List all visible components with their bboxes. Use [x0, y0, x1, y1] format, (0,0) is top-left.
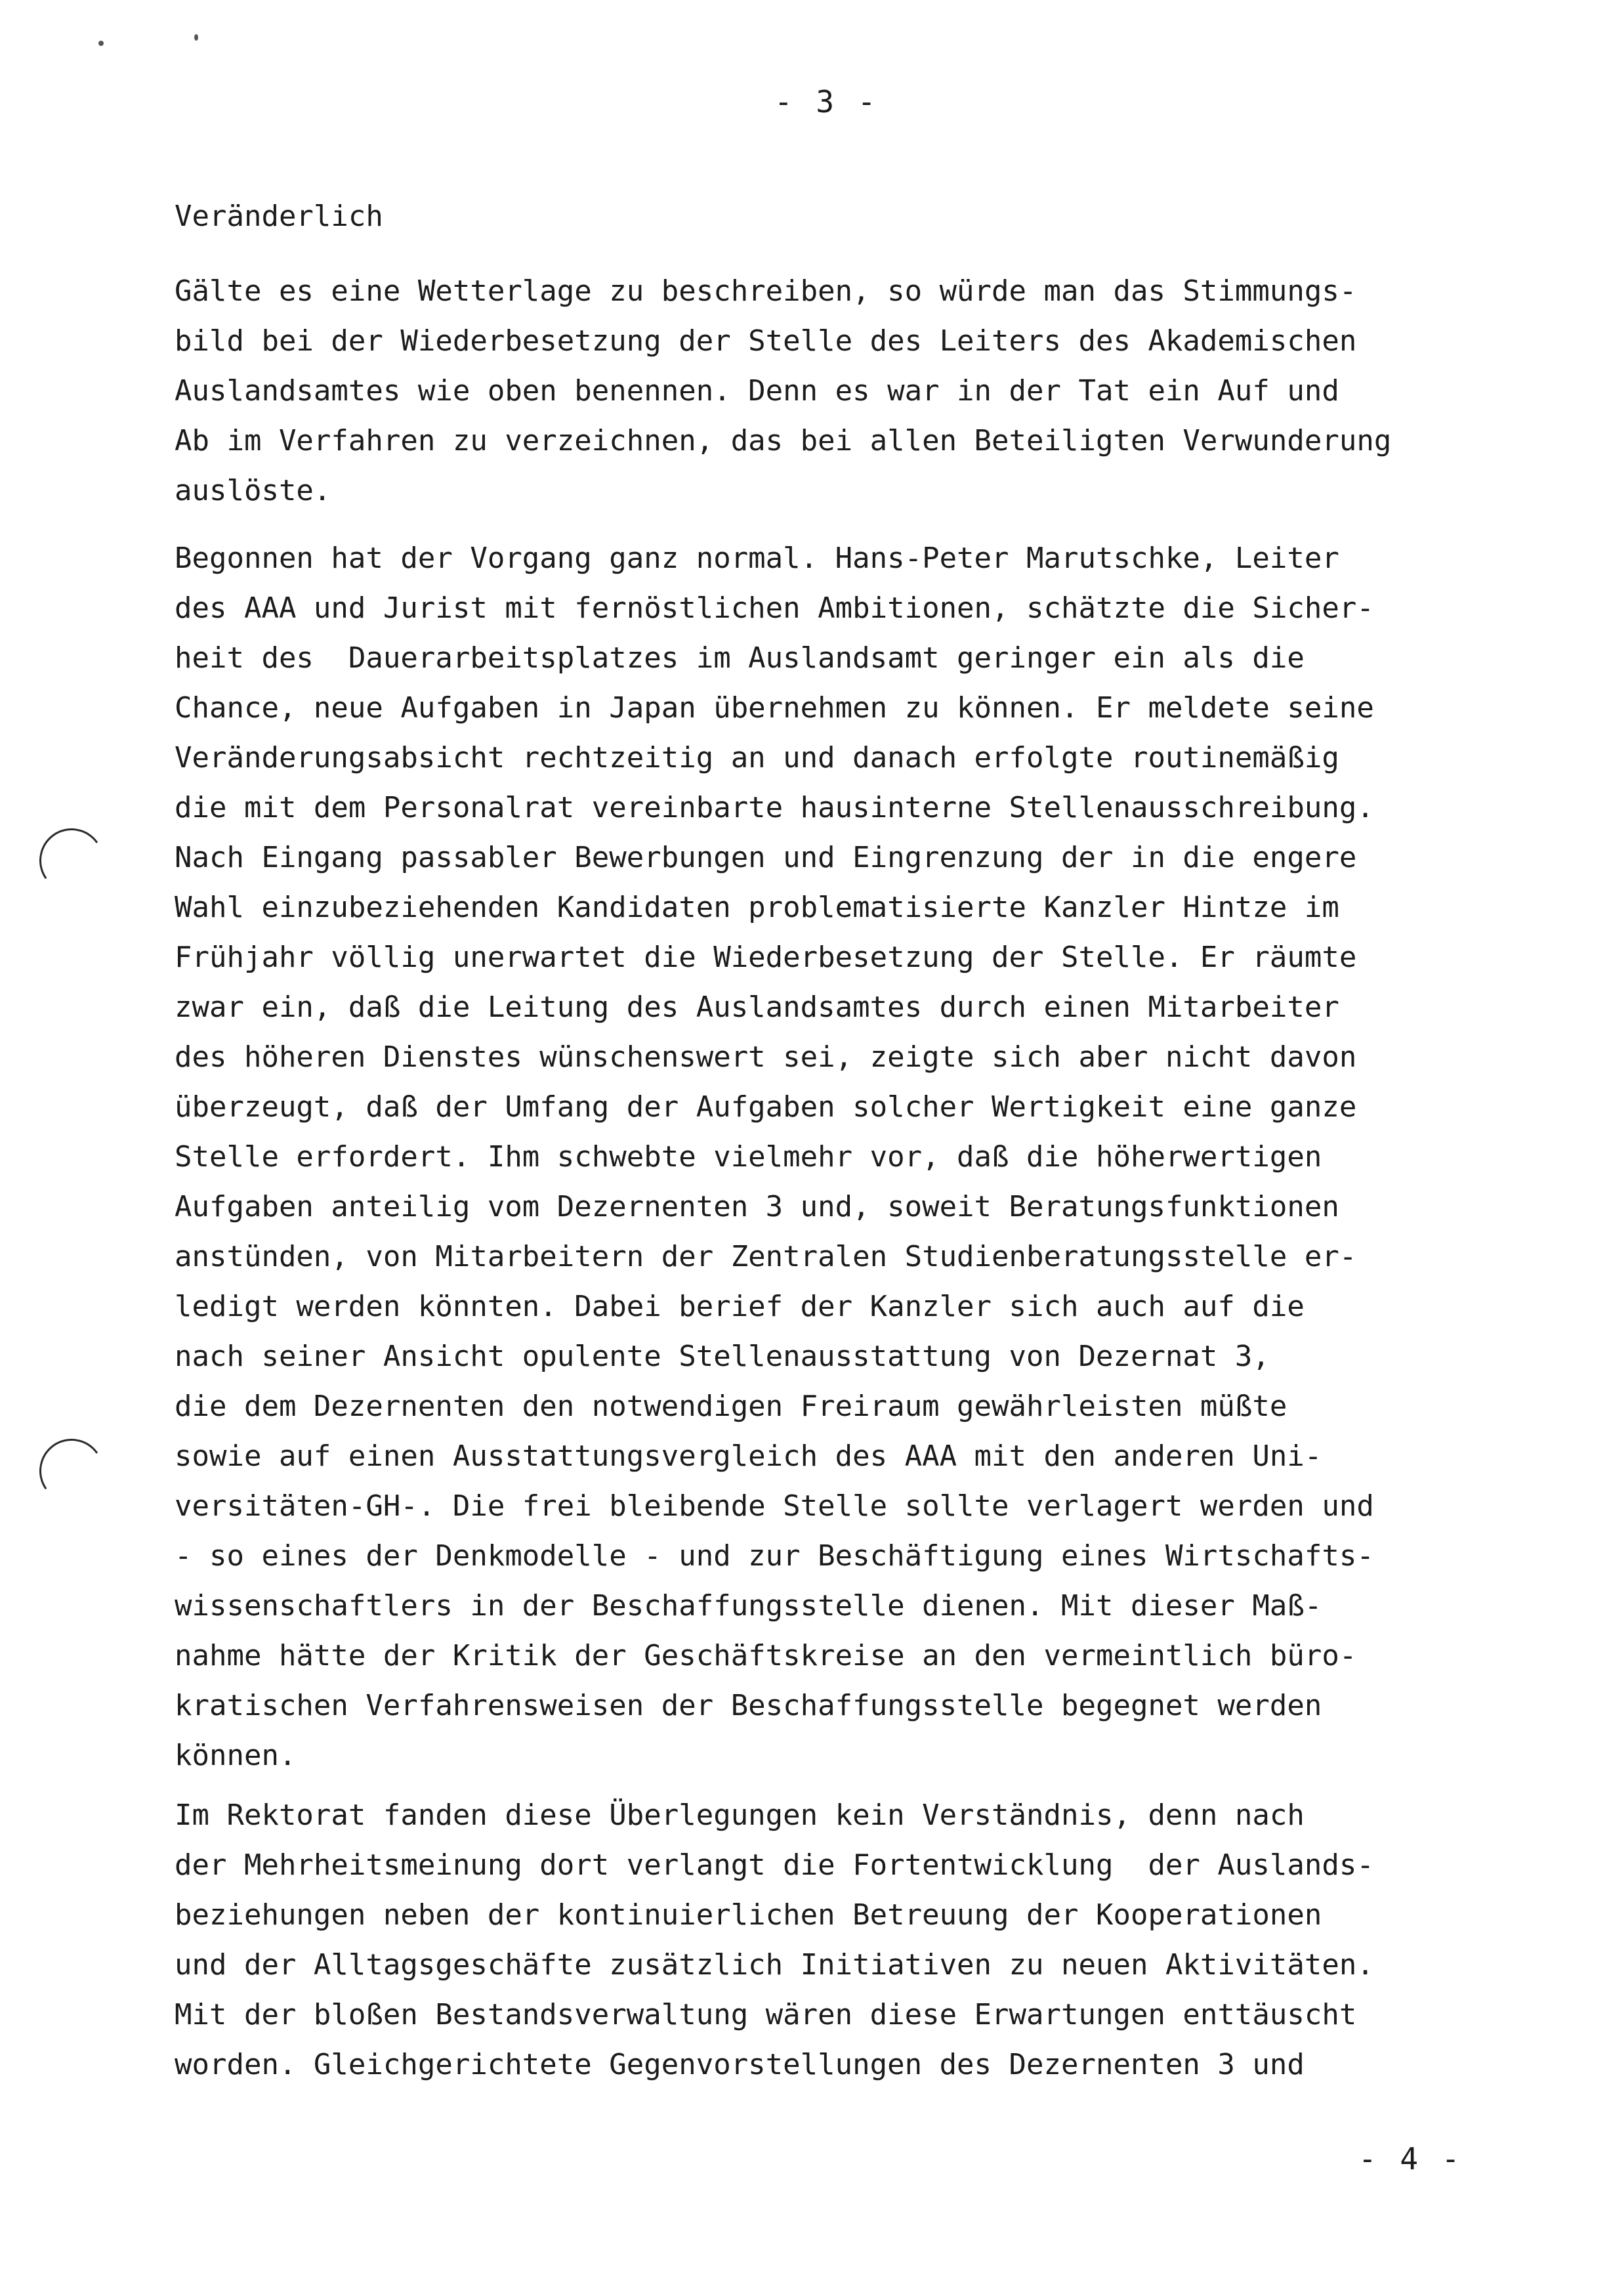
text-line: die mit dem Personalrat vereinbarte hausinterne Stellenausschreibung.	[175, 791, 1374, 824]
text-line: zwar ein, daß die Leitung des Auslandsamtes durch einen Mitarbeiter	[175, 990, 1339, 1024]
text-line: des AAA und Jurist mit fernöstlichen Ambitionen, schätzte die Sicher-	[175, 591, 1374, 625]
text-line: ledigt werden könnten. Dabei berief der Kanzler sich auch auf die	[175, 1290, 1305, 1323]
paragraph-2	[175, 534, 1585, 1781]
text-line: nahme hätte der Kritik der Geschäftskreise an den vermeintlich büro-	[175, 1639, 1357, 1672]
text-line: sowie auf einen Ausstattungsvergleich des AAA mit den anderen Uni-	[175, 1439, 1322, 1473]
text-line: des höheren Dienstes wünschenswert sei, zeigte sich aber nicht davon	[175, 1040, 1357, 1074]
text-line: bild bei der Wiederbesetzung der Stelle des Leiters des Akademischen	[175, 324, 1357, 358]
text-line: Stelle erfordert. Ihm schwebte vielmehr vor, daß die höherwertigen	[175, 1140, 1322, 1174]
text-line: Begonnen hat der Vorgang ganz normal. Hans-Peter Marutschke, Leiter	[175, 542, 1339, 575]
text-line: Aufgaben anteilig vom Dezernenten 3 und, soweit Beratungsfunktionen	[175, 1190, 1339, 1223]
text-line: Frühjahr völlig unerwartet die Wiederbesetzung der Stelle. Er räumte	[175, 941, 1357, 974]
paragraph-1	[175, 266, 1585, 516]
text-line: Ab im Verfahren zu verzeichnen, das bei allen Beteiligten Verwunderung	[175, 424, 1392, 457]
paragraph-3	[175, 1791, 1585, 2090]
text-line: Chance, neue Aufgaben in Japan übernehmen zu können. Er meldete seine	[175, 691, 1374, 725]
text-line: wissenschaftlers in der Beschaffungsstelle dienen. Mit dieser Maß-	[175, 1589, 1322, 1623]
text-line: überzeugt, daß der Umfang der Aufgaben solcher Wertigkeit eine ganze	[175, 1090, 1357, 1124]
text-line: der Mehrheitsmeinung dort verlangt die Fortentwicklung der Auslands-	[175, 1848, 1374, 1882]
text-line: anstünden, von Mitarbeitern der Zentralen Studienberatungsstelle er-	[175, 1240, 1357, 1273]
text-line: können.	[175, 1739, 297, 1772]
punch-hole-mark	[34, 1434, 109, 1508]
text-line: Gälte es eine Wetterlage zu beschreiben, so würde man das Stimmungs-	[175, 274, 1357, 308]
text-line: worden. Gleichgerichtete Gegenvorstellungen des Dezernenten 3 und	[175, 2048, 1305, 2081]
punch-hole-mark	[34, 823, 109, 898]
text-line: - so eines der Denkmodelle - und zur Beschäftigung eines Wirtschafts-	[175, 1539, 1374, 1573]
text-line: Wahl einzubeziehenden Kandidaten problematisierte Kanzler Hintze im	[175, 891, 1339, 924]
text-line: Mit der bloßen Bestandsverwaltung wären diese Erwartungen enttäuscht	[175, 1998, 1357, 2031]
text-line: heit des Dauerarbeitsplatzes im Auslandsamt geringer ein als die	[175, 641, 1305, 675]
text-line: Auslandsamtes wie oben benennen. Denn es war in der Tat ein Auf und	[175, 374, 1339, 408]
text-line: die dem Dezernenten den notwendigen Freiraum gewährleisten müßte	[175, 1390, 1287, 1423]
text-line: und der Alltagsgeschäfte zusätzlich Initiativen zu neuen Aktivitäten.	[175, 1948, 1374, 1982]
scan-speck	[98, 41, 104, 46]
scan-speck	[194, 34, 198, 41]
text-line: versitäten-GH-. Die frei bleibende Stelle sollte verlagert werden und	[175, 1489, 1374, 1523]
text-line: nach seiner Ansicht opulente Stellenausstattung von Dezernat 3,	[175, 1340, 1270, 1373]
text-line: kratischen Verfahrensweisen der Beschaffungsstelle begegnet werden	[175, 1689, 1322, 1722]
text-line: beziehungen neben der kontinuierlichen Betreuung der Kooperationen	[175, 1898, 1322, 1932]
page-number: - 3 -	[774, 84, 879, 119]
text-line: Im Rektorat fanden diese Überlegungen kein Verständnis, denn nach	[175, 1798, 1305, 1832]
text-line: Nach Eingang passabler Bewerbungen und Eingrenzung der in die engere	[175, 841, 1357, 874]
text-line: Veränderungsabsicht rechtzeitig an und danach erfolgte routinemäßig	[175, 741, 1339, 775]
next-page-marker: - 4 -	[1358, 2141, 1463, 2177]
text-line: auslöste.	[175, 474, 331, 507]
section-heading: Veränderlich	[175, 200, 383, 233]
